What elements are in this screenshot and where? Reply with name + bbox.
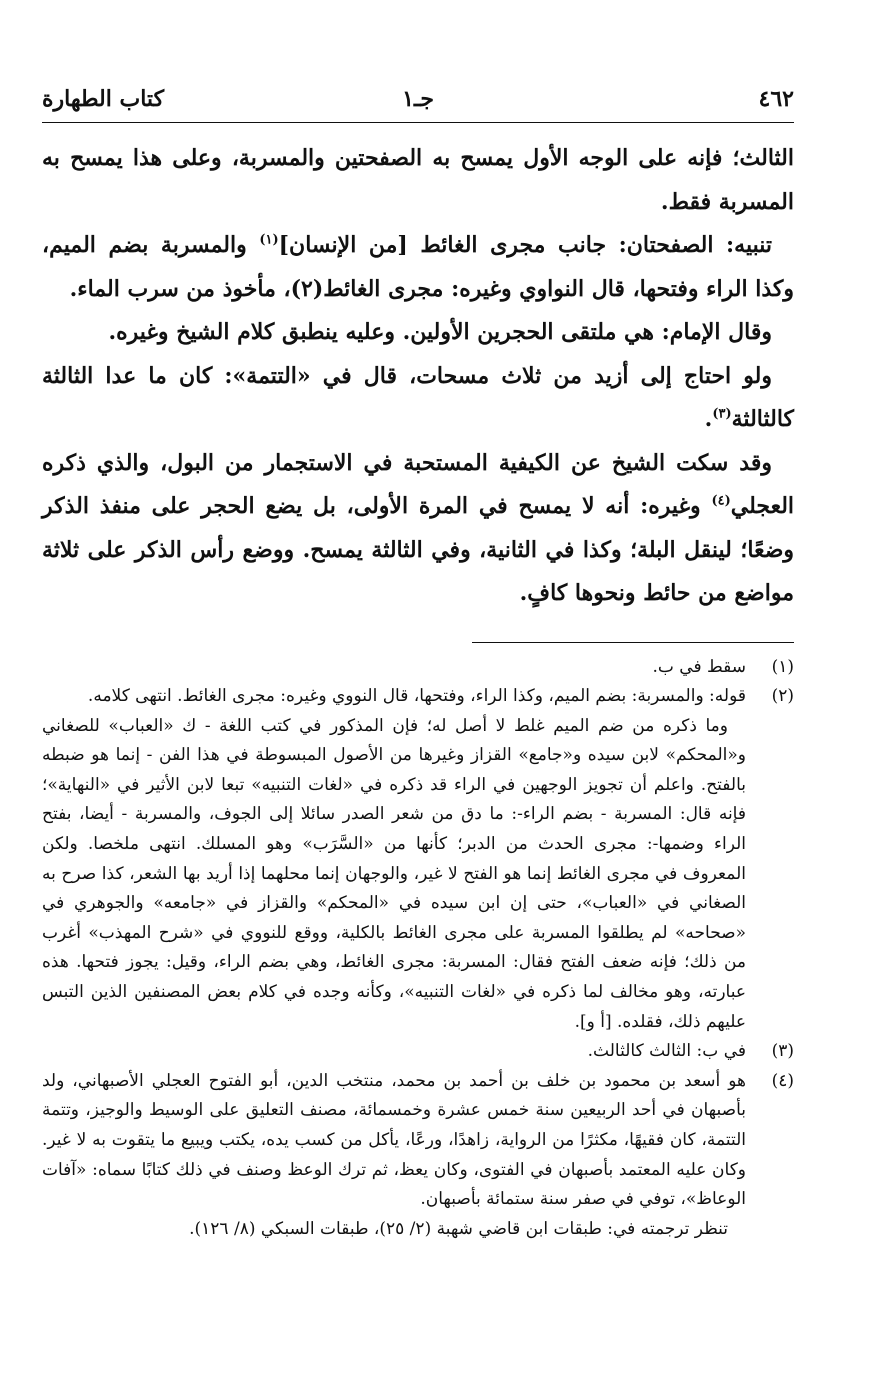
footnote-divider <box>472 642 794 643</box>
running-header <box>42 82 794 123</box>
page-number: ٤٦٢ <box>758 86 794 112</box>
footnote-ref[interactable]: (٤) <box>711 493 731 509</box>
main-paragraph: تنبيه: الصفحتان: جانب مجرى الغائط [من الإنسان]$^{(١)}$ والمسربة بضم الميم، وكذا الراء وفتحها، قال النواوي وغيره: مجرى الغائط(٢)، مأخوذ من سرب الماء. <box>42 232 794 302</box>
footnote-number: (١) <box>771 656 794 677</box>
book-page <box>42 82 794 1342</box>
footnote-number: (٢) <box>771 686 794 707</box>
footnote <box>42 653 794 683</box>
footnotes <box>42 653 794 1245</box>
footnote-number: (٤) <box>771 1070 794 1091</box>
footnote-ref[interactable]: (٣) <box>712 406 732 422</box>
footnote <box>42 1067 794 1245</box>
main-paragraph: وقد سكت الشيخ عن الكيفية المستحبة في الاستجمار من البول، والذي ذكره العجلي$^{(٤)}$ وغيره: أنه لا يمسح في المرة الأولى، بل يضع الحجر على منفذ الذكر وضعًا؛ لينقل البلة؛ وكذا في الثانية، وفي الثالثة يمسح. ووضع رأس الذكر على ثلاثة مواضع من حائط ونحوها كافٍ. <box>42 449 795 606</box>
footnote-body: في ب: الثالث كالثالث. <box>587 1041 746 1062</box>
main-paragraph: ولو احتاج إلى أزيد من ثلاث مسحات، قال في «التتمة»: كان ما عدا الثالثة كالثالثة$^{(٣)}$. <box>42 362 794 432</box>
footnote <box>42 682 794 1037</box>
footnote-body: هو أسعد بن محمود بن خلف بن أحمد بن محمد، منتخب الدين، أبو الفتوح العجلي الأصبهاني، ولد بأصبهان في أحد الربيعين سنة خمس عشرة وخمسمائة، مصنف التعليق على الوسيط والوجيز، وتتمة التتمة، كان فقيهًا، مكثرًا من الرواية، زاهدًا، ورعًا، يأكل من كسب يده، يكتب ويبيع ما يتقوت به لا غير. وكان عليه المعتمد بأصبهان في الفتوى، وكان يعظ، ثم ترك الوعظ وصنف في ذلك كتابًا سماه: «آفات الوعاظ»، توفي في صفر سنة ستمائة بأصبهان. تنظر ترجمته في: طبقات ابن قاضي شهبة (٢/ ٢٥)، طبقات السبكي (٨/ ١٢٦). <box>42 1070 746 1239</box>
footnote-body: قوله: والمسربة: بضم الميم، وكذا الراء، وفتحها، قال النووي وغيره: مجرى الغائط. انتهى كلامه. وما ذكره من ضم الميم غلط لا أصل له؛ فإن المذكور في كتب اللغة - ك «العباب» للصغاني و«المحكم» لابن سيده و«جامع» القزاز وغيرها من الأصول المبسوطة في هذا الفن - إنما هو ضبطه بالفتح. واعلم أن تجويز الوجهين في الراء قد ذكره في «لغات التنبيه» تبعا لابن الأثير في «النهاية»؛ فإنه قال: المسربة - بضم الراء-: ما دق من شعر الصدر سائلا إلى الجوف، والمسربة - أيضا، بفتح الراء وضمها-: مجرى الحدث من الدبر؛ كأنها من «السَّرَب» وهو المسلك. انتهى ملخصا. ولكن المعروف في مجرى الغائط إنما هو الفتح لا غير، والوجهان إنما محلهما إذا أريد بها الشعر، كذا صرح به الصغاني في «العباب»، حتى إن ابن سيده في «المحكم» والقزاز في «جامعه» والجوهري في «صحاحه» لم يطلقوا المسربة على مجرى الغائط بالكلية، ووقع للنووي في «شرح المهذب» أغرب من ذلك؛ فإنه ضعف الفتح فقال: المسربة: مجرى الغائط، وهي بضم الراء، وقيل: يجوز فتحها. هذه عبارته، وهو مخالف لما ذكره في «لغات التنبيه»، وكأنه وجده في كلام بعض المصنفين الذين التبس عليهم ذلك، فقلده. [أ و]. <box>42 686 746 1032</box>
main-paragraph: الثالث؛ فإنه على الوجه الأول يمسح به الصفحتين والمسربة، وعلى هذا يمسح به المسربة فقط. <box>42 145 794 215</box>
volume-number: جـ١ <box>402 86 434 112</box>
main-paragraph: وقال الإمام: هي ملتقى الحجرين الأولين. وعليه ينطبق كلام الشيخ وغيره. <box>108 319 772 345</box>
footnote-body: سقط في ب. <box>652 656 746 677</box>
footnote-ref[interactable]: (١) <box>259 232 279 248</box>
main-text <box>42 137 794 616</box>
footnote <box>42 1037 794 1067</box>
footnote-number: (٣) <box>771 1041 794 1062</box>
chapter-title: كتاب الطهارة <box>42 86 165 112</box>
